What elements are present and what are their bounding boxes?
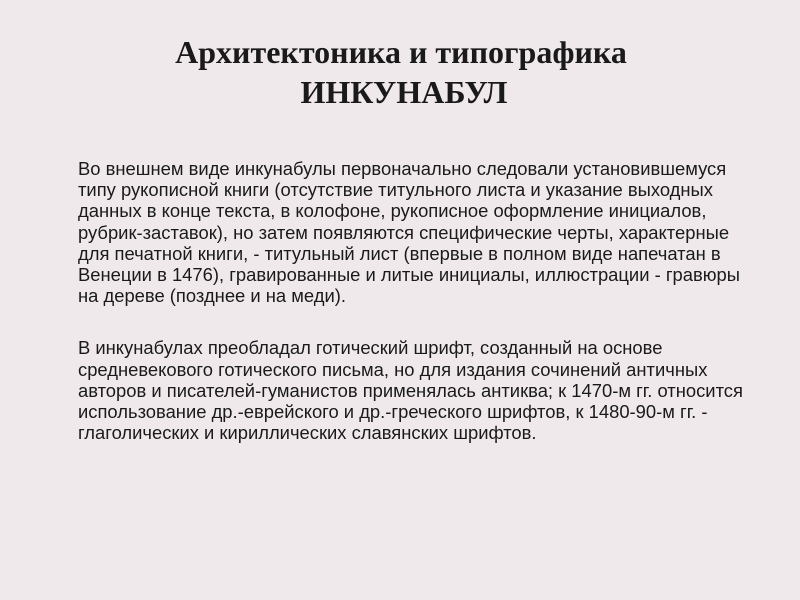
slide-title-line-2: ИНКУНАБУЛ: [300, 74, 508, 110]
slide-body: [78, 158, 758, 443]
slide-title: [0, 32, 800, 112]
slide-title-line-1: Архитектоника и типографика: [175, 34, 627, 70]
body-paragraph-appearance: Во внешнем виде инкунабулы первоначально следовали установившемуся типу рукописной книги (отсутствие титульного листа и указание выходных данных в конце текста, в колофоне, рукописное оформление инициалов, рубрик-заставок), но затем появляются специфические черты, характерные для печатной книги, - титульный лист (впервые в полном виде напечатан в Венеции в 1476), гравированные и литые инициалы, иллюстрации - гравюры на дереве (позднее и на меди).: [78, 158, 740, 307]
body-paragraph-typefaces: В инкунабулах преобладал готический шрифт, созданный на основе средневекового готического письма, но для издания сочинений античных авторов и писателей-гуманистов применялась антиква; к 1470-м гг. относится использование др.-еврейского и др.-греческого шрифтов, к 1480-90-м гг. - глаголических и кириллических славянских шрифтов.: [78, 337, 743, 444]
